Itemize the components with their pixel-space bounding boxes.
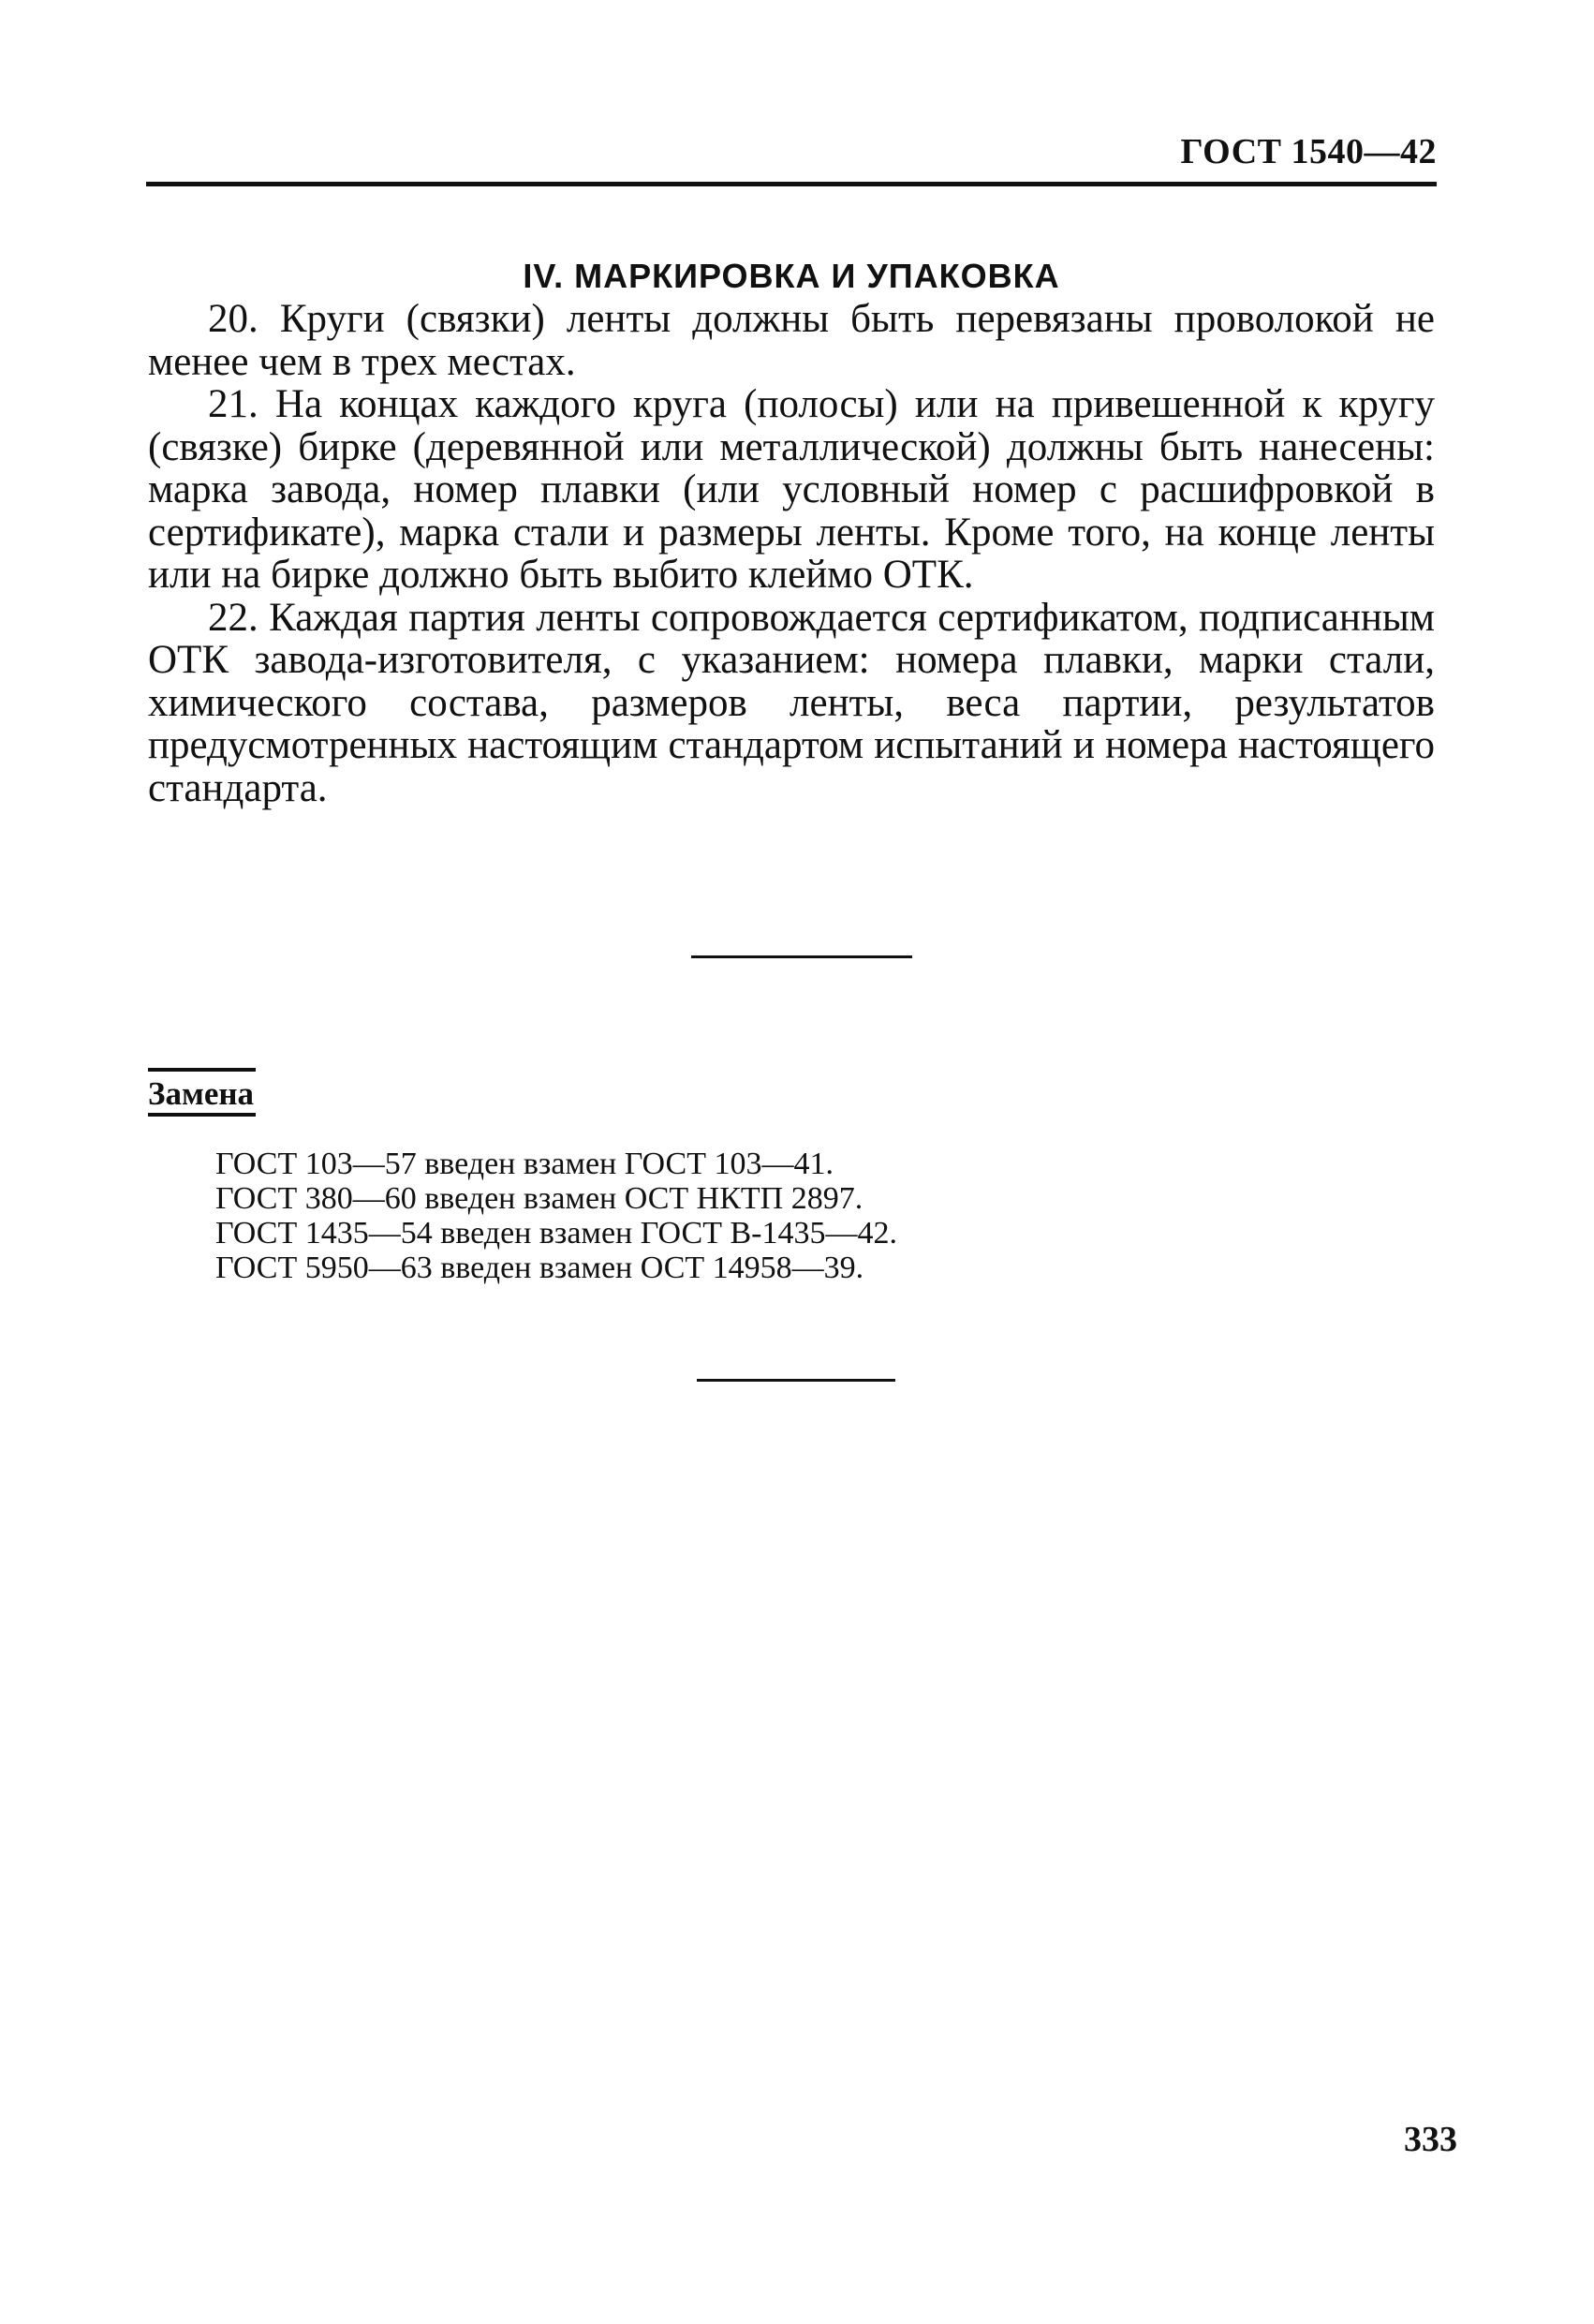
section-divider — [691, 955, 912, 958]
replacement-list — [215, 1147, 1085, 1285]
replacement-item-gost-1435: ГОСТ 1435—54 введен взамен ГОСТ В-1435—42. — [215, 1216, 897, 1251]
page-header — [146, 131, 1437, 187]
replacement-label: Замена — [148, 1068, 256, 1117]
replacement-item-gost-103: ГОСТ 103—57 введен взамен ГОСТ 103—41. — [215, 1147, 834, 1181]
paragraph-22: 22. Каждая партия ленты сопровождается сертификатом, подписанным ОТК завода-изготовителя, с указанием: номера плавки, марки стали, химического состава, размеров ленты, веса партии, результатов предусмотренных настоящим стандартом испытаний и номера настоящего стандарта. — [148, 595, 1435, 810]
replacement-item-gost-380: ГОСТ 380—60 введен взамен ОСТ НКТП 2897. — [215, 1181, 863, 1216]
paragraph-21: 21. На концах каждого круга (полосы) или на привешенной к кругу (связке) бирке (деревянной или металлической) должны быть нанесены: марка завода, номер плавки (или условный номер с расшифровкой в сертификате), марка стали и размеры ленты. Кроме того, на конце ленты или на бирке должно быть выбито клеймо ОТК. — [148, 382, 1435, 597]
header-rule — [146, 182, 1437, 186]
end-divider — [697, 1379, 895, 1382]
section-heading: IV. МАРКИРОВКА И УПАКОВКА — [523, 256, 1060, 295]
document-code: ГОСТ 1540—42 — [1180, 132, 1437, 171]
paragraph-20: 20. Круги (связки) ленты должны быть перевязаны проволокой не менее чем в трех местах. — [148, 297, 1435, 384]
replacement-item-gost-5950: ГОСТ 5950—63 введен взамен ОСТ 14958—39. — [215, 1251, 864, 1285]
replacement-section — [148, 1068, 1085, 1285]
page-number: 333 — [1404, 2120, 1457, 2159]
main-text — [148, 298, 1435, 809]
